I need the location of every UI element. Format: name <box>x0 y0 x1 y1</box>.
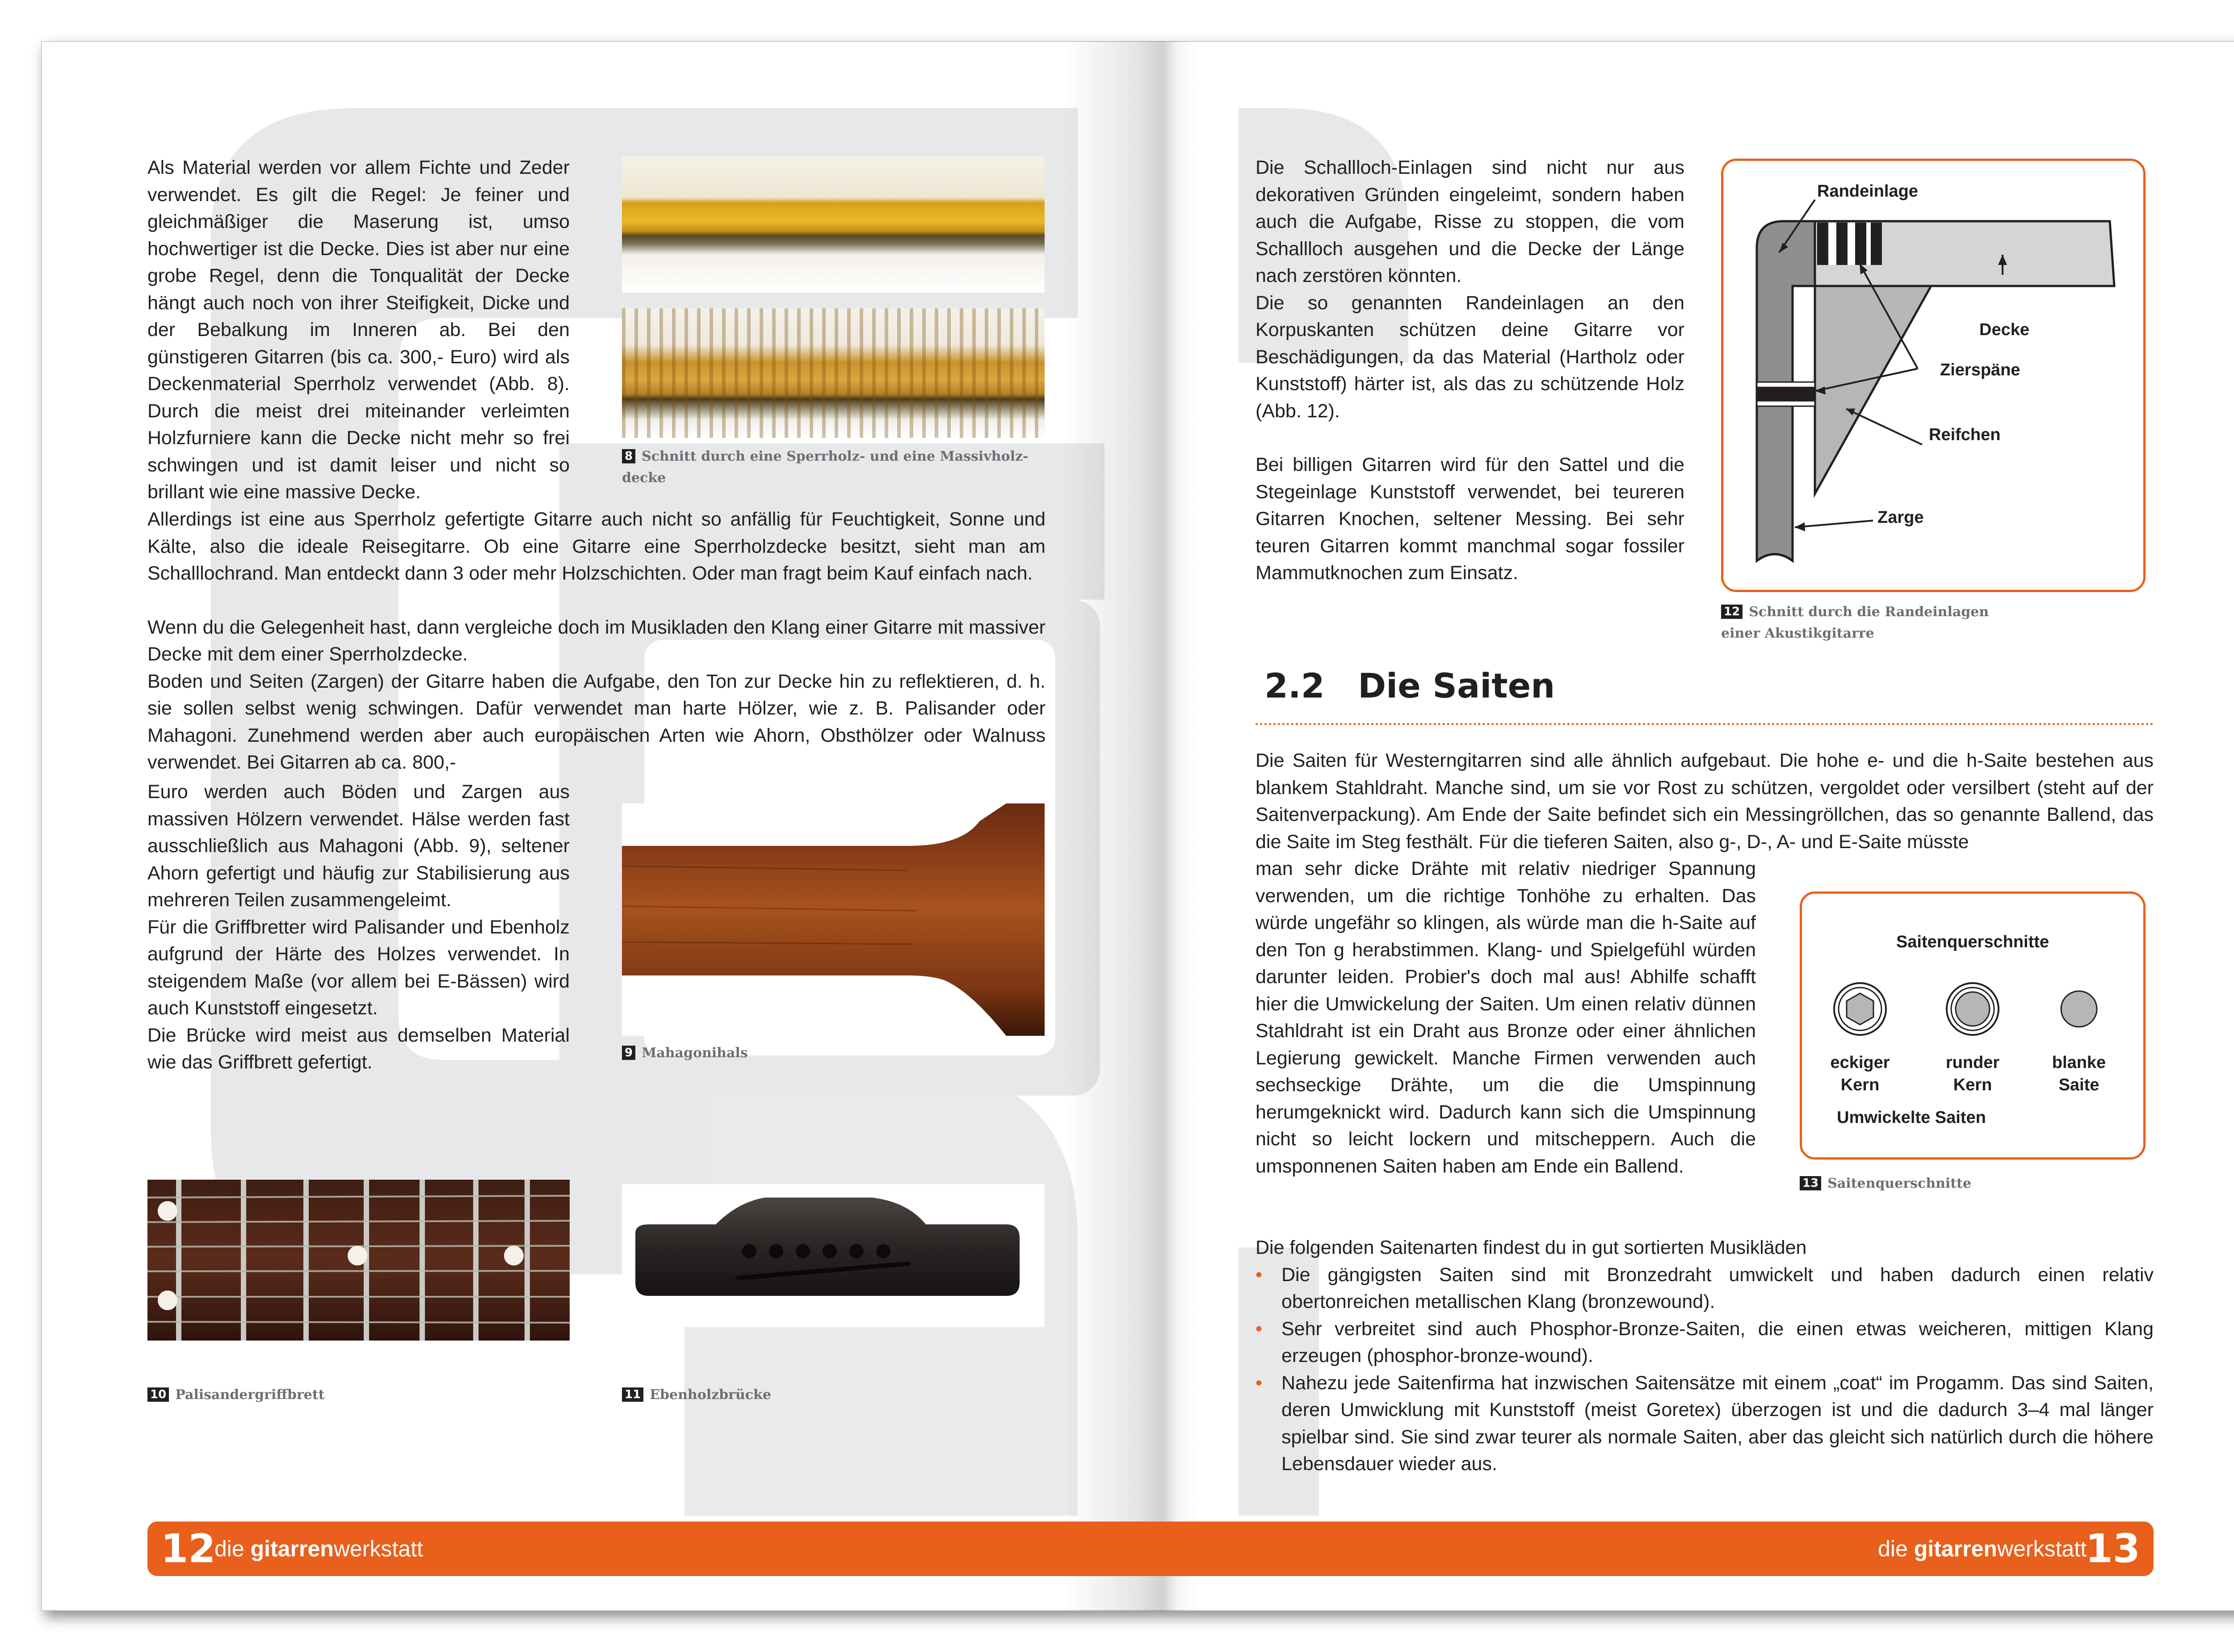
randeinlage-diagram <box>1721 159 2146 592</box>
list-item: • Nahezu jede Saitenfirma hat inzwischen Saitensätze mit einem „coat“ im Progamm. Das sind Saiten, deren Umwicklung mit Kunststoff (meist Goretex) überzogen ist und die dadurch 3–4 mal länger spielbar sind. Sie sind zwar teurer als normale Saiten, aber das gleicht sich natürlich durch die höhere Lebensdauer wieder aus. <box>1256 1370 2154 1478</box>
label-zarge: Zarge <box>1877 508 1924 527</box>
label-saite: Saite <box>2058 1076 2100 1094</box>
list-item: • Die gängigsten Saiten sind mit Bronzedraht umwickelt und haben dadurch einen relativ obertonreichen metallischen Klang (bronzewound). <box>1256 1261 2154 1316</box>
section-heading <box>1264 666 1555 715</box>
page-number-left: 12 <box>161 1526 216 1572</box>
ebony-bridge-photo <box>622 1184 1045 1327</box>
book-gutter-shadow <box>1063 41 1197 1611</box>
figure-13-caption: 13 Saitenquerschnitte <box>1800 1173 1971 1194</box>
body-text-full-width: Allerdings ist eine aus Sperrholz gefertigte Gitarre auch nicht so anfällig für Feuchtigkeit, Sonne und Kälte, also die ideale Reisegitarre. Ob eine Gitarre eine Sperrholzdecke besitzt, sieht man am Schalllochrand. Man entdeckt dann 3 oder mehr Holzschichten. Oder man fragt beim Kauf einfach nach. Wenn du die Gelegenheit hast, dann vergleiche doch im Musikladen den Klang einer Gitarre mit massiver Decke mit dem einer Sperrholzdecke. Boden und Seiten (Zargen) der Gitarre haben die Aufgabe, den Ton zur Decke hin zu reflektieren, d. h. sie sollen selbst wenig schwingen. Dafür verwendet man harte Hölzer, wie z. B. Palisander oder Mahagoni. Zunehmend werden aber auch europäischen Arten wie Ahorn, Obsthölzer oder Walnuss verwendet. Bei Gitarren ab ca. 800,- <box>147 509 1046 773</box>
label-blanke: blanke <box>2052 1053 2106 1072</box>
saiten-intro-text: Die Saiten für Westerngitarren sind alle ähnlich aufgebaut. Die hohe e- und die h-Saite bestehen aus blankem Stahldraht. Manche sind, um sie vor Rost zu schützen, vergoldet oder versilbert (steht auf der Saitenverpackung). Am Ende der Saite befindet sich ein Messingröllchen, das so genannte Ballend, das die Saite im Steg festhält. Für die tieferen Saiten, also g-, D-, A- und E-Saite müsste <box>1256 750 2154 853</box>
rosewood-fretboard-photo <box>147 1180 570 1341</box>
label-decke: Decke <box>1979 320 2029 339</box>
figure-8-caption: 8 Schnitt durch eine Sperrholz- und eine Massivholz-decke <box>622 449 1029 486</box>
brand-right: die gitarrenwerkstatt <box>1878 1536 2087 1561</box>
section-divider <box>1256 723 2154 725</box>
figure-10-caption: 10 Palisandergriffbrett <box>147 1384 325 1406</box>
saitenquerschnitte-diagram <box>1800 891 2146 1160</box>
solidwood-top-photo <box>622 308 1045 438</box>
brand-left: die gitarrenwerkstatt <box>214 1536 423 1561</box>
diagram-13-footer: Umwickelte Saiten <box>1837 1108 1986 1127</box>
page-number-right: 13 <box>2085 1526 2140 1572</box>
label-runder: runder <box>1945 1053 2000 1072</box>
saitenarten-list-block: Die folgenden Saitenarten findest du in gut sortierten Musikläden • Die gängigsten Saiten sind mit Bronzedraht umwickelt und haben dadurch einen relativ obertonreichen metallischen Klang (bronzewound). • Sehr verbreitet sind auch Phosphor-Bronze-Saiten, die einen etwas weicheren, mittigen Klang erzeugen (phosphor-bronze-wound). • Nahezu jede Saitenfirma hat inzwischen Saitensätze mit einem „coat“ im Progamm. Das sind Saiten, deren Umwicklung mit Kunststoff (meist Goretex) überzogen ist und die dadurch 3–4 mal länger spielbar sind. Sie sind zwar teurer als normale Saiten, aber das gleicht sich natürlich durch die höhere Lebensdauer wieder aus. <box>1256 1234 2154 1478</box>
figure-12-caption: 12 Schnitt durch die Randeinlagen einer Akustikgitarre <box>1721 604 1989 641</box>
diagram-13-title: Saitenquerschnitte <box>1896 933 2049 951</box>
plywood-top-photo <box>622 156 1045 293</box>
section-title: Die Saiten <box>1358 666 1555 706</box>
schallloch-text: Die Schallloch-Einlagen sind nicht nur aus dekorativen Gründen eingeleimt, sondern haben auch die Aufgabe, Risse zu stoppen, die vom Schallloch ausgehen und die Decke der Länge nach zerstören könnten. Die so genannten Randeinlagen an den Korpuskanten schützen deine Gitarre vor Beschädigungen, da das Material (Hartholz oder Kunststoff) härter ist, als das zu schützende Holz (Abb. 12). Bei billigen Gitarren wird für den Sattel und die Stegeinlage Kunststoff verwendet, bei teureren Gitarren Knochen, seltener Messing. Bei sehr teuren Gitarren kommt manchmal sogar fossiler Mammutknochen zum Einsatz. <box>1256 157 1684 584</box>
list-item: • Sehr verbreitet sind auch Phosphor-Bronze-Saiten, die einen etwas weicheren, mittigen Klang erzeugen (phosphor-bronze-wound). <box>1256 1316 2154 1370</box>
intro-paragraph: Als Material werden vor allem Fichte und Zeder verwendet. Es gilt die Regel: Je feiner und gleichmäßiger die Maserung ist, umso hochwertiger ist die Decke. Dies ist aber nur eine grobe Regel, denn die Tonqualität der Decke hängt auch noch von ihrer Steifigkeit, Dicke und der Bebalkung im Inneren ab. Bei den günstigeren Gitarren (bis ca. 300,- Euro) wird als Deckenmaterial Sperrholz verwendet (Abb. 8). Durch die meist drei miteinander verleimten Holzfurniere kann die Decke nicht mehr so frei schwingen und ist damit leiser und nicht so brillant wie eine massive Decke. <box>147 157 570 503</box>
label-kern-1: Kern <box>1840 1076 1880 1094</box>
label-kern-2: Kern <box>1953 1076 1992 1094</box>
saiten-narrow-text: man sehr dicke Drähte mit relativ niedriger Spannung verwenden, um die richtige Tonhöhe zu erhalten. Das würde ungefähr so klingen, als würde man die h-Saite auf den Ton g herabstimmen. Klang- und Spielgefühl würden darunter leiden. Probier's doch mal aus! Abhilfe schafft hier die Umwickelung der Saiten. Um einen relativ dünnen Stahldraht ist ein Draht aus Bronze oder einer ähnlichen Legierung gewickelt. Manche Firmen verwenden auch sechseckige Drähte, um die die Umspinnung herumgeknickt wird. Dadurch kann sich die Umspinnung nicht so leicht lockern und mitscheppern. Auch die umsponnenen Saiten haben am Ende ein Ballend. <box>1256 858 1756 1177</box>
plain-string-icon <box>2061 991 2097 1027</box>
figure-11-caption: 11 Ebenholzbrücke <box>622 1384 771 1406</box>
body-text-narrow-column: Euro werden auch Böden und Zargen aus massiven Hölzern verwendet. Hälse werden fast ausschließlich aus Mahagoni (Abb. 9), seltener Ahorn gefertigt und häufig zur Stabilisierung aus mehreren Teilen zusammengeleimt. Für die Griffbretter wird Palisander und Ebenholz aufgrund der Härte des Holzes verwendet. In steigendem Maße (vor allem bei E-Bässen) wird auch Kunststoff eingesetzt. Die Brücke wird meist aus demselben Material wie das Griffbrett gefertigt. <box>147 781 570 1073</box>
footer-bar <box>147 1522 2154 1576</box>
label-eckiger: eckiger <box>1830 1053 1890 1072</box>
section-number: 2.2 <box>1264 666 1325 706</box>
round-core-icon <box>1947 983 1999 1035</box>
label-zierspaene: Zierspäne <box>1940 361 2020 379</box>
label-reifchen: Reifchen <box>1929 425 2001 444</box>
label-randeinlage: Randeinlage <box>1817 182 1918 201</box>
hexagonal-core-icon <box>1834 983 1886 1035</box>
figure-9-caption: 9 Mahagonihals <box>622 1042 748 1064</box>
mahogany-neck-photo <box>622 803 1045 1036</box>
